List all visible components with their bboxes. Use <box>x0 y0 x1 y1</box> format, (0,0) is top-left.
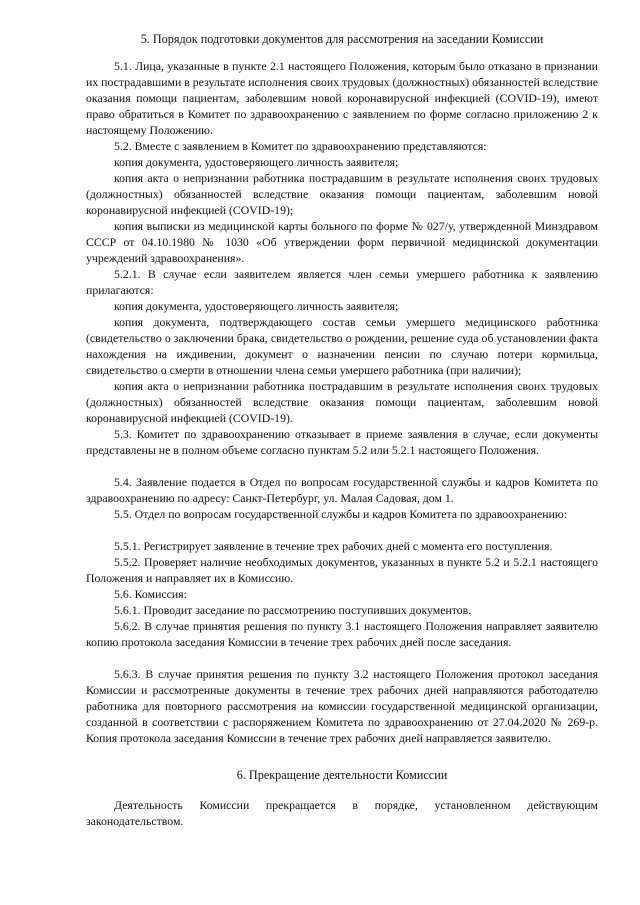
paragraph-5-6: 5.6. Комиссия: <box>114 587 187 601</box>
paragraph-5-2-1: 5.2.1. В случае если заявителем является член семьи умершего работника к заявлению прилагаются: <box>86 267 598 298</box>
paragraph-6-1: Деятельность Комиссии прекращается в порядке, установленном действующим законодательством. <box>86 798 598 829</box>
paragraph-5-5-1: 5.5.1. Регистрирует заявление в течение трех рабочих дней с момента его поступления. <box>114 539 553 553</box>
paragraph-5-2-1-item-3: копия акта о непризнании работника пострадавшим в результате исполнения своих трудовых (должностных) обязанностей вследствие оказания помощи пациентам, заболевшим новой коронавирусной инфекцией (COVID-19). <box>86 379 598 426</box>
paragraph-5-6-2: 5.6.2. В случае принятия решения по пункту 3.1 настоящего Положения направляет заявителю копию протокола заседания Комиссии в течение трех рабочих дней после заседания. <box>86 619 598 650</box>
paragraph-5-1: 5.1. Лица, указанные в пункте 2.1 настоящего Положения, которым было отказано в признании их пострадавшими в результате исполнения своих трудовых (должностных) обязанностей вследствие оказания помощи пациентам, заболевшим новой коронавирусной инфекцией (COVID-19), имеют право обратиться в Комитет по здравоохранению с заявлением по форме согласно приложению 2 к настоящему Положению. <box>86 59 598 138</box>
paragraph-5-2-item-2: копия акта о непризнании работника пострадавшим в результате исполнения своих трудовых (должностных) обязанностей вследствие оказания помощи пациентам, заболевшим новой коронавирусной инфекцией (COVID-19); <box>86 171 598 218</box>
paragraph-5-2-1-item-2: копия документа, подтверждающего состав семьи умершего медицинского работника (свидетельство о заключении брака, свидетельство о рождении, решение суда об установлении факта нахождения на иждивении, документ о назначении пенсии по случаю потери кормильца, свидетельство о смерти в отношении члена семьи умершего работника (при наличии); <box>86 315 598 378</box>
paragraph-5-3: 5.3. Комитет по здравоохранению отказывает в приеме заявления в случае, если документы представлены не в полном объеме согласно пунктам 5.2 или 5.2.1 настоящего Положения. <box>86 427 598 458</box>
section-6-title: 6. Прекращение деятельности Комиссии <box>236 768 448 782</box>
paragraph-5-5-2: 5.5.2. Проверяет наличие необходимых документов, указанных в пункте 5.2 и 5.2.1 настоящего Положения и направляет их в Комиссию. <box>86 555 598 586</box>
paragraph-5-2-item-3: копия выписки из медицинской карты больного по форме № 027/у, утвержденной Минздравом СССР от 04.10.1980 № 1030 «Об утверждении форм первичной медицинской документации учреждений здравоохранения». <box>86 219 598 266</box>
paragraph-5-5: 5.5. Отдел по вопросам государственной службы и кадров Комитета по здравоохранению: <box>114 507 567 521</box>
paragraph-5-6-1: 5.6.1. Проводит заседание по рассмотрению поступивших документов. <box>114 603 472 617</box>
paragraph-5-2-item-1: копия документа, удостоверяющего личность заявителя; <box>114 155 399 169</box>
paragraph-5-2-1-item-1: копия документа, удостоверяющего личность заявителя; <box>114 299 399 313</box>
paragraph-5-6-3: 5.6.3. В случае принятия решения по пункту 3.2 настоящего Положения протокол заседания Комиссии и рассмотренные документы в течение трех рабочих дней направляются работодателю работника для повторного рассмотрения на комиссии государственной медицинской организации, созданной в соответствии с распоряжением Комитета по здравоохранению от 27.04.2020 № 269-р. Копия протокола заседания Комиссии в течение трех рабочих дней направляется заявителю. <box>86 667 598 746</box>
section-5-title: 5. Порядок подготовки документов для рассмотрения на заседании Комиссии <box>140 32 544 46</box>
paragraph-5-4: 5.4. Заявление подается в Отдел по вопросам государственной службы и кадров Комитета по здравоохранению по адресу: Санкт-Петербург, ул. Малая Садовая, дом 1. <box>86 475 598 506</box>
paragraph-5-2: 5.2. Вместе с заявлением в Комитет по здравоохранению представляются: <box>114 139 487 153</box>
